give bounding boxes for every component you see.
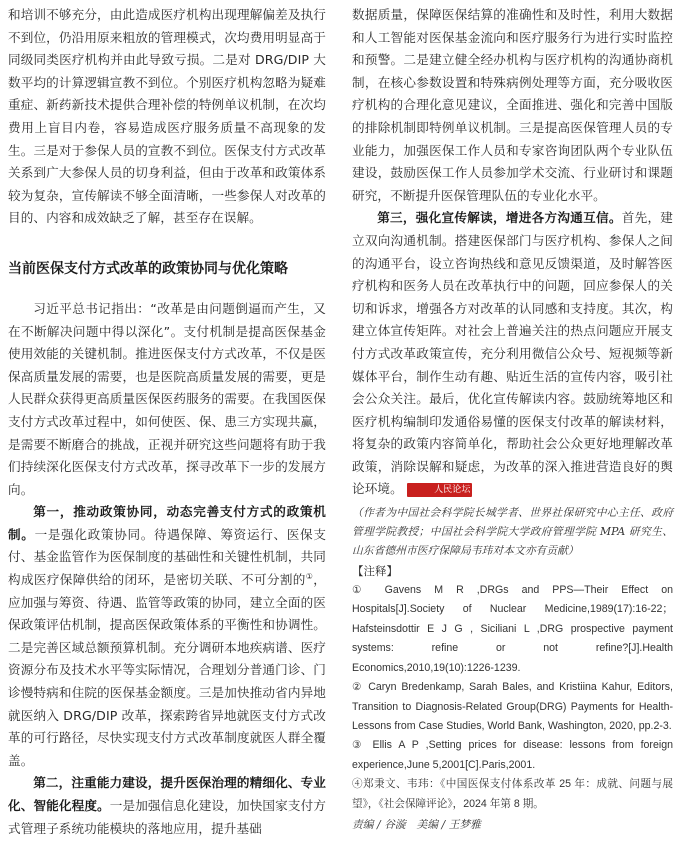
footnote-3: ③ Ellis A P ,Setting prices for disease: lessons from foreign experience,June 5,2001[C].Paris,2001. (352, 739, 673, 771)
lead-sentence-third: 第三，强化宣传解读，增进各方沟通互信。 (377, 210, 622, 226)
paragraph-communication (352, 207, 673, 501)
footnote-1: ① Gavens M R ,DRGs and PPS—Their Effect on Hospitals[J].Society of Nuclear Medicine,1989(17):16-22；Hafsteinsdottir E J G , Siciliani L ,DRG prospective payment systems: refine or not refine?[J].Health Economics,2010,19(10):1226-1239. (352, 584, 673, 674)
paragraph-policy-coordination (8, 501, 326, 772)
section-heading: 当前医保支付方式改革的政策协同与优化策略 (8, 260, 288, 277)
paragraph-capacity-building (8, 772, 326, 840)
footnote-2: ② Caryn Bredenkamp, Sarah Bales, and Kristiina Kahur, Editors, Transition to Diagnosis-Related Group(DRG) Payments for Health-Lessons from Case Studies, World Bank, Washington, 2020, pp.2-3. (352, 681, 673, 732)
paragraph-text: 一是加强信息化建设，加快国家支付方式管理子系统功能模块的落地应用，提升基础 (8, 798, 326, 836)
right-column (352, 4, 673, 834)
editor-credit: 责编 / 谷漩 美编 / 王梦雅 (352, 817, 481, 831)
lead-sentence-second: 第二，注重能力建设，提升医保治理的精细化、专业化、智能化程度。 (8, 775, 326, 813)
paragraph-text: 首先，建立双向沟通机制。搭建医保部门与医疗机构、参保人之间的沟通平台，设立咨询热线和意见反馈渠道，及时解答医疗机构和医务人员在改革执行中的问题，回应参保人的关切和诉求，增强各方对改革的认同感和支持度。其次，构建立体宣传矩阵。对社会上普遍关注的热点问题应开展支付方式改革政策宣传，充分利用微信公众号、短视频等新媒体平台，制作生动有趣、贴近生活的宣传内容，吸引社会公众关注。最后，优化宣传解读内容。鼓励统筹地区和医疗机构编制印发通俗易懂的医保支付改革的解读材料，将复杂的政策内容简单化，帮助社会公众更好地理解改革政策，消除误解和疑虑，为改革的深入推进营造良好的舆论环境。 (352, 210, 674, 497)
footnote-4: ④郑秉文、韦玮：《中国医保支付体系改革 25 年：成就、问题与展望》，《社会保障评论》，2024 年第 8 期。 (352, 778, 673, 810)
paragraph-text: 一是强化政策协同。待遇保障、筹资运行、医保支付、基金监管作为医保制度的基础性和关键性机制，共同构成医疗保障供给的闭环，是密切关联、不可分割的 (8, 526, 327, 588)
author-note: （作者为中国社会科学院长城学者、世界社保研究中心主任、政府管理学院教授；中国社会科学院大学政府管理学院 MPA 研究生、山东省德州市医疗保障局韦玮对本文亦有贡献） (352, 506, 673, 558)
paragraph-quote: 习近平总书记指出：“改革是由问题倒逼而产生，又在不断解决问题中得以深化”。支付机制是提高医保基金使用效能的关键机制。推进医保支付方式改革，不仅是医保高质量发展的需要，也是医院高质量发展的需要，更是人民群众获得更高质量医保医药服务的需要。在我国医保支付方式改革过程中，如何使医、保、患三方实现共赢，是需要不断磨合的挑战，正视并研究这些问题将有助于我们持续深化医保支付方式改革，探寻改革下一步的发展方向。 (8, 300, 326, 497)
paragraph-text: ，应加强与筹资、待遇、监管等政策的协同，建立全面的医保政策评估机制，提高医保政策体系的平衡性和协调性。二是完善区域总额预算机制。充分调研本地疾病谱、医疗资源分布及技术水平等实际情况，合理划分普通门诊、门诊慢特病和住院的医保基金额度。三是加快推动省内异地就医纳入 DRG/DIP 改革，探索跨省异地就医支付方式改革的可行路径，尽快实现支付方式改革制度就医人群全覆盖。 (8, 572, 326, 768)
intro-paragraph: 和培训不够充分，由此造成医疗机构出现理解偏差及执行不到位，仍沿用原来粗放的管理模式，次均费用明显高于同级同类医疗机构并由此导致亏损。二是对 DRG/DIP 大数平均的计算逻辑宣教不到位。个别医疗机构忽略为疑难重症、新药新技术提供合理补偿的特例单议机制，在次均费用上盲目内卷，容易造成医疗服务质量不高现象的发生。三是对于参保人员的宣教不到位。医保支付方式改革关系到广大参保人员的切身利益，但由于改革和政策体系较为复杂，宣传解读不够全面清晰，一些参保人对改革的目的、内容和成效缺乏了解，甚至存在误解。 (8, 7, 326, 226)
paragraph-continued: 数据质量，保障医保结算的准确性和及时性，利用大数据和人工智能对医保基金流向和医疗服务行为进行实时监控和预警。二是建立健全经办机构与医疗机构的沟通协商机制，在核心参数设置和特殊病例处理等方面，充分吸收医疗机构的合理化意见建议，全面推进、强化和完善中国版的排除机制即特例单议机制。三是提高医保管理人员的专业能力，加强医保工作人员和专家咨询团队两个专业队伍建设，鼓励医保工作人员参加学术交流、行业研讨和课题研究，不断提升医保管理队伍的专业化水平。 (352, 7, 673, 203)
lead-sentence-first: 第一，推动政策协同，动态完善支付方式的政策机制。 (8, 504, 326, 542)
footnote-ref-1[interactable]: ① (305, 571, 314, 581)
notes-title: 【注释】 (352, 564, 398, 579)
publication-logo: 人民论坛 (407, 483, 473, 497)
left-column (8, 4, 326, 840)
